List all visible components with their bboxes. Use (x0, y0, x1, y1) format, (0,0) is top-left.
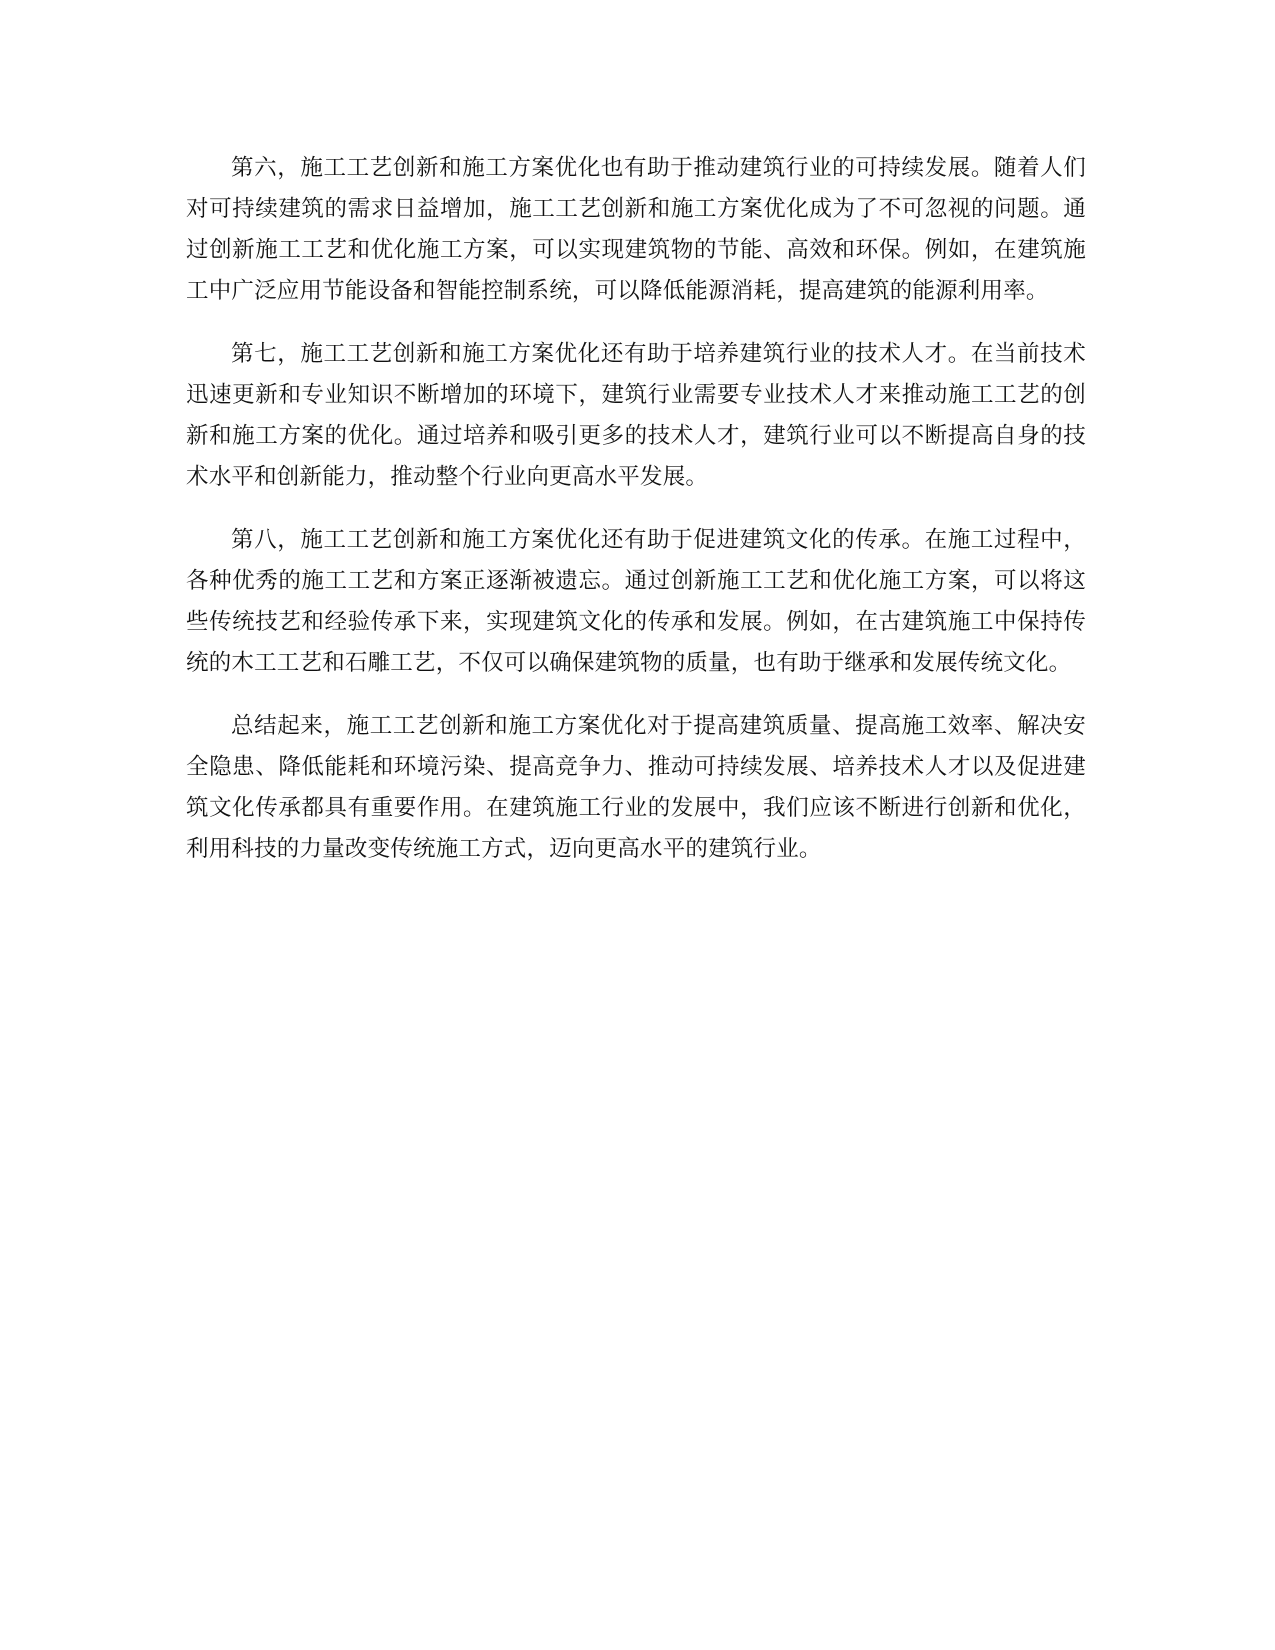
paragraph-sixth: 第六，施工工艺创新和施工方案优化也有助于推动建筑行业的可持续发展。随着人们对可持续建筑的需求日益增加，施工工艺创新和施工方案优化成为了不可忽视的问题。通过创新施工工艺和优化施工方案，可以实现建筑物的节能、高效和环保。例如，在建筑施工中广泛应用节能设备和智能控制系统，可以降低能源消耗，提高建筑的能源利用率。 (186, 155, 1086, 304)
paragraph-summary: 总结起来，施工工艺创新和施工方案优化对于提高建筑质量、提高施工效率、解决安全隐患、降低能耗和环境污染、提高竞争力、推动可持续发展、培养技术人才以及促进建筑文化传承都具有重要作用。在建筑施工行业的发展中，我们应该不断进行创新和优化，利用科技的力量改变传统施工方式，迈向更高水平的建筑行业。 (186, 713, 1086, 862)
paragraph-eighth: 第八，施工工艺创新和施工方案优化还有助于促进建筑文化的传承。在施工过程中，各种优秀的施工工艺和方案正逐渐被遗忘。通过创新施工工艺和优化施工方案，可以将这些传统技艺和经验传承下来，实现建筑文化的传承和发展。例如，在古建筑施工中保持传统的木工工艺和石雕工艺，不仅可以确保建筑物的质量，也有助于继承和发展传统文化。 (186, 527, 1086, 676)
document-body (186, 148, 1086, 892)
paragraph-seventh: 第七，施工工艺创新和施工方案优化还有助于培养建筑行业的技术人才。在当前技术迅速更新和专业知识不断增加的环境下，建筑行业需要专业技术人才来推动施工工艺的创新和施工方案的优化。通过培养和吸引更多的技术人才，建筑行业可以不断提高自身的技术水平和创新能力，推动整个行业向更高水平发展。 (186, 341, 1086, 490)
